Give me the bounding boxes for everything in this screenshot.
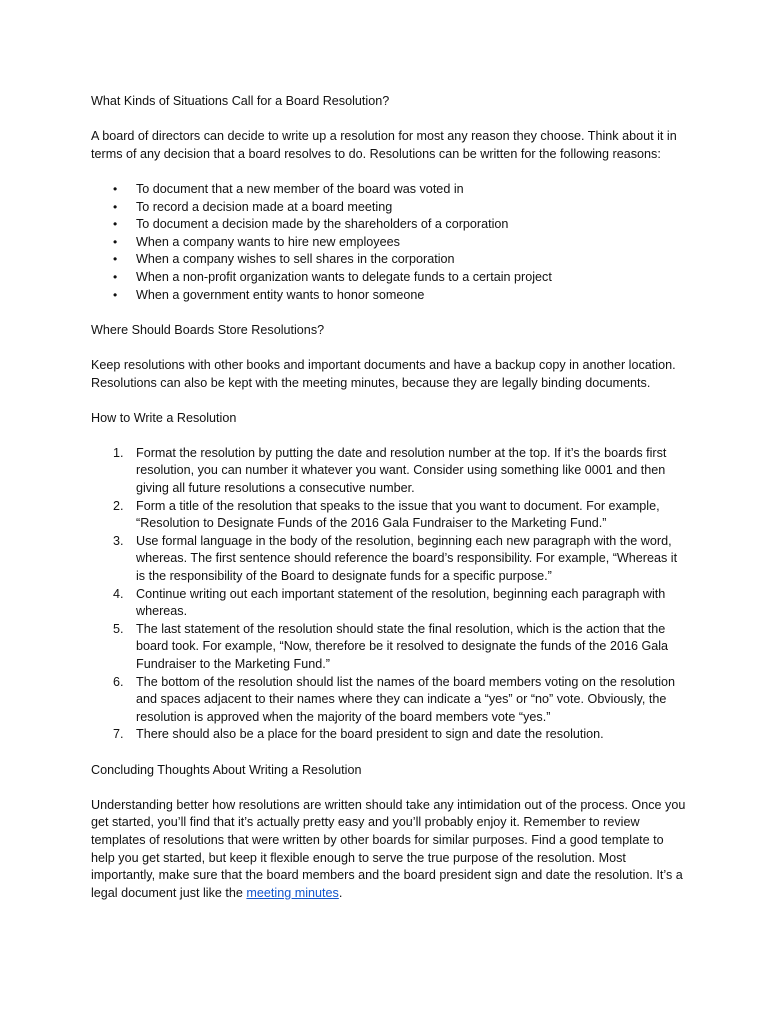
heading-concluding: Concluding Thoughts About Writing a Resolution [91,762,362,777]
bullet-icon: • [113,199,118,214]
heading-store: Where Should Boards Store Resolutions? [91,322,325,337]
list-item: • To document that a new member of the board was voted in [91,181,688,199]
meeting-minutes-link[interactable]: meeting minutes [246,885,339,900]
heading-situations: What Kinds of Situations Call for a Board Resolution? [91,94,390,108]
paragraph-concluding: Understanding better how resolutions are written should take any intimidation out of the process. Once you get started, you’ll find that it’s actually pretty easy and you’ll probably enjoy it. Remember to review templates of resolutions that were written by other boards for similar purposes. Find a good template to help you get started, but keep it flexible enough to serve the true purpose of the resolution. Most importantly, make sure that the board members and the board president sign and date the resolution. It’s a legal document just like the meeting minutes. [91,797,686,900]
list-item: • When a company wishes to sell shares in the corporation [91,251,688,269]
step-number: 1. [113,445,124,460]
bullet-icon: • [113,252,118,267]
paragraph-intro: A board of directors can decide to write up a resolution for most any reason they choose. Think about it in terms of any decision that a board resolves to do. Resolutions can be written for the following reasons: [91,129,677,161]
paragraph-store: Keep resolutions with other books and important documents and have a backup copy in another location. Resolutions can also be kept with the meeting minutes, because they are legally binding documents. [91,357,676,390]
step-number: 5. [113,621,124,636]
heading-how-to: How to Write a Resolution [91,410,237,425]
step-number: 4. [113,586,124,601]
bullet-icon: • [113,269,118,284]
bullet-icon: • [113,181,118,196]
step-number: 3. [113,533,124,548]
bullet-icon: • [113,234,118,249]
list-item: 7. There should also be a place for the board president to sign and date the resolution. [91,726,688,744]
list-item: 4. Continue writing out each important statement of the resolution, beginning each paragraph with whereas. [113,586,666,619]
steps-list [91,445,688,744]
bullet-icon: • [113,287,118,302]
bullet-icon: • [113,217,118,232]
step-number: 6. [113,674,124,689]
list-item: • When a non-profit organization wants to delegate funds to a certain project [91,269,688,287]
list-item: 6. The bottom of the resolution should list the names of the board members voting on the resolution and spaces adjacent to their names where they can indicate a “yes” or “no” vote. Obviously, the resolution is approved when the majority of the board members vote “yes.” [113,674,676,724]
list-item: 5. The last statement of the resolution should state the final resolution, which is the action that the board took. For example, “Now, therefore be it resolved to designate the funds of the 2016 Gala Fundraiser to the Marketing Fund.” [113,621,669,671]
reasons-list [91,181,688,304]
list-item: 1. Format the resolution by putting the date and resolution number at the top. If it’s the boards first resolution, you can number it whatever you want. Consider using something like 0001 and then giving all future resolutions a consecutive number. [113,445,667,496]
list-item: 2. Form a title of the resolution that speaks to the issue that you want to document. For example, “Resolution to Designate Funds of the 2016 Gala Fundraiser to the Marketing Fund.” [113,498,660,531]
step-number: 7. [113,727,124,742]
list-item: • To record a decision made at a board meeting [91,199,688,217]
list-item: 3. Use formal language in the body of the resolution, beginning each new paragraph with the word, whereas. The first sentence should reference the board’s responsibility. For example, “Whereas it is the responsibility of the Board to designate funds for a specific purpose.” [113,533,678,584]
step-number: 2. [113,498,124,513]
list-item: • To document a decision made by the shareholders of a corporation [91,216,688,234]
list-item: • When a government entity wants to honor someone [91,287,688,305]
list-item: • When a company wants to hire new employees [91,234,688,252]
